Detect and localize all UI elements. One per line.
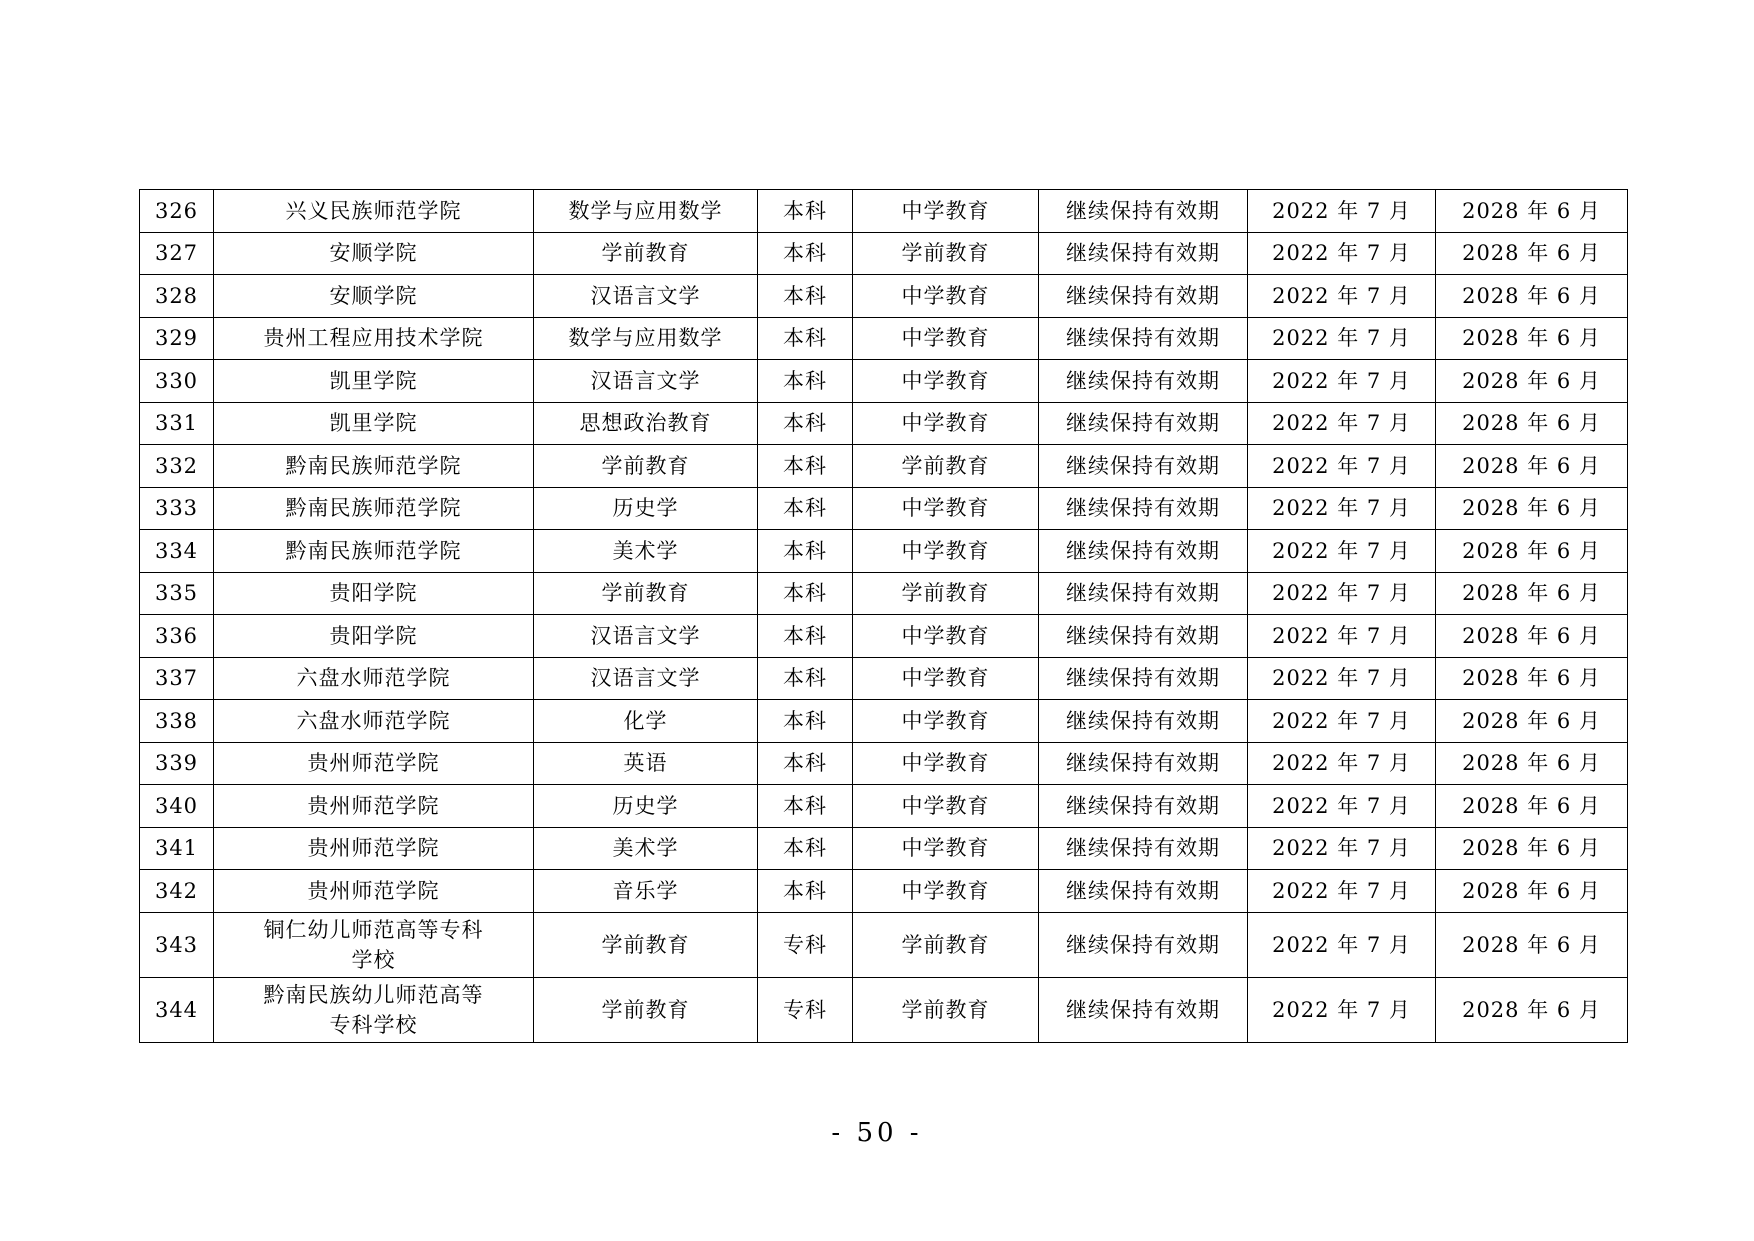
level-cell: 专科 [758, 977, 853, 1042]
table-row [140, 615, 1628, 658]
major-cell: 数学与应用数学 [534, 317, 758, 360]
start-date-cell: 2022 年 7 月 [1248, 360, 1436, 403]
end-date-cell: 2028 年 6 月 [1436, 912, 1628, 977]
end-date-cell: 2028 年 6 月 [1436, 977, 1628, 1042]
level-cell: 本科 [758, 530, 853, 573]
end-date-cell: 2028 年 6 月 [1436, 232, 1628, 275]
major-cell: 学前教育 [534, 977, 758, 1042]
end-date-cell: 2028 年 6 月 [1436, 572, 1628, 615]
category-cell: 中学教育 [853, 785, 1039, 828]
table-body [140, 190, 1628, 1043]
row-number-cell: 342 [140, 870, 214, 913]
category-cell: 中学教育 [853, 360, 1039, 403]
school-cell: 贵州师范学院 [214, 827, 534, 870]
major-cell: 思想政治教育 [534, 402, 758, 445]
category-cell: 中学教育 [853, 615, 1039, 658]
row-number-cell: 335 [140, 572, 214, 615]
table-row [140, 402, 1628, 445]
school-cell [214, 912, 534, 977]
level-cell: 本科 [758, 870, 853, 913]
table-row [140, 870, 1628, 913]
page-number: - 50 - [831, 1118, 923, 1148]
school-cell: 黔南民族师范学院 [214, 487, 534, 530]
status-cell: 继续保持有效期 [1039, 572, 1248, 615]
end-date-cell: 2028 年 6 月 [1436, 657, 1628, 700]
status-cell: 继续保持有效期 [1039, 742, 1248, 785]
category-cell: 中学教育 [853, 402, 1039, 445]
major-cell: 学前教育 [534, 445, 758, 488]
level-cell: 本科 [758, 827, 853, 870]
start-date-cell: 2022 年 7 月 [1248, 530, 1436, 573]
row-number-cell: 329 [140, 317, 214, 360]
row-number-cell: 327 [140, 232, 214, 275]
table-row [140, 360, 1628, 403]
level-cell: 本科 [758, 572, 853, 615]
table-row [140, 572, 1628, 615]
end-date-cell: 2028 年 6 月 [1436, 445, 1628, 488]
table-row [140, 785, 1628, 828]
level-cell: 本科 [758, 615, 853, 658]
school-cell: 兴义民族师范学院 [214, 190, 534, 233]
table-row [140, 657, 1628, 700]
status-cell: 继续保持有效期 [1039, 530, 1248, 573]
status-cell: 继续保持有效期 [1039, 317, 1248, 360]
school-cell: 六盘水师范学院 [214, 657, 534, 700]
major-cell: 汉语言文学 [534, 657, 758, 700]
category-cell: 学前教育 [853, 445, 1039, 488]
status-cell: 继续保持有效期 [1039, 445, 1248, 488]
table-row [140, 487, 1628, 530]
start-date-cell: 2022 年 7 月 [1248, 445, 1436, 488]
level-cell: 本科 [758, 657, 853, 700]
major-cell: 英语 [534, 742, 758, 785]
major-cell: 汉语言文学 [534, 615, 758, 658]
school-cell: 凯里学院 [214, 360, 534, 403]
end-date-cell: 2028 年 6 月 [1436, 487, 1628, 530]
school-cell: 贵州工程应用技术学院 [214, 317, 534, 360]
category-cell: 学前教育 [853, 572, 1039, 615]
table-row [140, 912, 1628, 977]
level-cell: 本科 [758, 785, 853, 828]
school-name-line: 黔南民族幼儿师范高等 [263, 982, 484, 1007]
level-cell: 本科 [758, 232, 853, 275]
category-cell: 学前教育 [853, 977, 1039, 1042]
category-cell: 中学教育 [853, 190, 1039, 233]
level-cell: 本科 [758, 402, 853, 445]
status-cell: 继续保持有效期 [1039, 487, 1248, 530]
end-date-cell: 2028 年 6 月 [1436, 742, 1628, 785]
row-number-cell: 344 [140, 977, 214, 1042]
school-cell: 贵州师范学院 [214, 870, 534, 913]
school-name-line: 铜仁幼儿师范高等专科 [263, 917, 484, 942]
category-cell: 学前教育 [853, 232, 1039, 275]
table-row [140, 317, 1628, 360]
row-number-cell: 332 [140, 445, 214, 488]
school-cell: 安顺学院 [214, 275, 534, 318]
status-cell: 继续保持有效期 [1039, 360, 1248, 403]
school-name-line: 学校 [351, 947, 396, 972]
major-cell: 美术学 [534, 827, 758, 870]
end-date-cell: 2028 年 6 月 [1436, 402, 1628, 445]
category-cell: 中学教育 [853, 487, 1039, 530]
major-cell: 音乐学 [534, 870, 758, 913]
end-date-cell: 2028 年 6 月 [1436, 190, 1628, 233]
row-number-cell: 333 [140, 487, 214, 530]
level-cell: 专科 [758, 912, 853, 977]
status-cell: 继续保持有效期 [1039, 700, 1248, 743]
status-cell: 继续保持有效期 [1039, 827, 1248, 870]
status-cell: 继续保持有效期 [1039, 275, 1248, 318]
row-number-cell: 339 [140, 742, 214, 785]
level-cell: 本科 [758, 742, 853, 785]
table-row [140, 190, 1628, 233]
category-cell: 中学教育 [853, 317, 1039, 360]
level-cell: 本科 [758, 360, 853, 403]
school-cell: 安顺学院 [214, 232, 534, 275]
start-date-cell: 2022 年 7 月 [1248, 912, 1436, 977]
start-date-cell: 2022 年 7 月 [1248, 615, 1436, 658]
category-cell: 学前教育 [853, 912, 1039, 977]
end-date-cell: 2028 年 6 月 [1436, 275, 1628, 318]
start-date-cell: 2022 年 7 月 [1248, 785, 1436, 828]
status-cell: 继续保持有效期 [1039, 615, 1248, 658]
major-cell: 美术学 [534, 530, 758, 573]
table-row [140, 742, 1628, 785]
category-cell: 中学教育 [853, 827, 1039, 870]
row-number-cell: 334 [140, 530, 214, 573]
start-date-cell: 2022 年 7 月 [1248, 977, 1436, 1042]
school-cell: 贵州师范学院 [214, 742, 534, 785]
major-cell: 学前教育 [534, 232, 758, 275]
major-cell: 汉语言文学 [534, 275, 758, 318]
table-row [140, 445, 1628, 488]
major-cell: 化学 [534, 700, 758, 743]
start-date-cell: 2022 年 7 月 [1248, 700, 1436, 743]
major-cell: 学前教育 [534, 912, 758, 977]
school-cell: 六盘水师范学院 [214, 700, 534, 743]
certification-table [139, 189, 1628, 1043]
school-cell: 凯里学院 [214, 402, 534, 445]
end-date-cell: 2028 年 6 月 [1436, 700, 1628, 743]
status-cell: 继续保持有效期 [1039, 232, 1248, 275]
category-cell: 中学教育 [853, 742, 1039, 785]
major-cell: 汉语言文学 [534, 360, 758, 403]
end-date-cell: 2028 年 6 月 [1436, 615, 1628, 658]
start-date-cell: 2022 年 7 月 [1248, 870, 1436, 913]
level-cell: 本科 [758, 445, 853, 488]
row-number-cell: 326 [140, 190, 214, 233]
start-date-cell: 2022 年 7 月 [1248, 742, 1436, 785]
status-cell: 继续保持有效期 [1039, 977, 1248, 1042]
table-row [140, 275, 1628, 318]
category-cell: 中学教育 [853, 657, 1039, 700]
start-date-cell: 2022 年 7 月 [1248, 487, 1436, 530]
school-cell: 贵阳学院 [214, 572, 534, 615]
major-cell: 数学与应用数学 [534, 190, 758, 233]
start-date-cell: 2022 年 7 月 [1248, 317, 1436, 360]
table-row [140, 232, 1628, 275]
level-cell: 本科 [758, 487, 853, 530]
end-date-cell: 2028 年 6 月 [1436, 360, 1628, 403]
school-cell [214, 977, 534, 1042]
end-date-cell: 2028 年 6 月 [1436, 827, 1628, 870]
start-date-cell: 2022 年 7 月 [1248, 657, 1436, 700]
category-cell: 中学教育 [853, 530, 1039, 573]
end-date-cell: 2028 年 6 月 [1436, 530, 1628, 573]
end-date-cell: 2028 年 6 月 [1436, 870, 1628, 913]
table-row [140, 977, 1628, 1042]
row-number-cell: 343 [140, 912, 214, 977]
start-date-cell: 2022 年 7 月 [1248, 232, 1436, 275]
school-name-line: 专科学校 [329, 1012, 418, 1037]
school-cell: 黔南民族师范学院 [214, 530, 534, 573]
row-number-cell: 337 [140, 657, 214, 700]
start-date-cell: 2022 年 7 月 [1248, 275, 1436, 318]
start-date-cell: 2022 年 7 月 [1248, 572, 1436, 615]
category-cell: 中学教育 [853, 700, 1039, 743]
end-date-cell: 2028 年 6 月 [1436, 785, 1628, 828]
table-row [140, 530, 1628, 573]
row-number-cell: 338 [140, 700, 214, 743]
table-row [140, 700, 1628, 743]
level-cell: 本科 [758, 275, 853, 318]
row-number-cell: 331 [140, 402, 214, 445]
school-cell: 贵州师范学院 [214, 785, 534, 828]
school-cell: 黔南民族师范学院 [214, 445, 534, 488]
row-number-cell: 328 [140, 275, 214, 318]
table-row [140, 827, 1628, 870]
status-cell: 继续保持有效期 [1039, 785, 1248, 828]
category-cell: 中学教育 [853, 870, 1039, 913]
status-cell: 继续保持有效期 [1039, 402, 1248, 445]
category-cell: 中学教育 [853, 275, 1039, 318]
start-date-cell: 2022 年 7 月 [1248, 827, 1436, 870]
major-cell: 历史学 [534, 487, 758, 530]
status-cell: 继续保持有效期 [1039, 190, 1248, 233]
status-cell: 继续保持有效期 [1039, 912, 1248, 977]
row-number-cell: 340 [140, 785, 214, 828]
major-cell: 学前教育 [534, 572, 758, 615]
school-cell: 贵阳学院 [214, 615, 534, 658]
row-number-cell: 341 [140, 827, 214, 870]
start-date-cell: 2022 年 7 月 [1248, 402, 1436, 445]
row-number-cell: 336 [140, 615, 214, 658]
start-date-cell: 2022 年 7 月 [1248, 190, 1436, 233]
row-number-cell: 330 [140, 360, 214, 403]
end-date-cell: 2028 年 6 月 [1436, 317, 1628, 360]
status-cell: 继续保持有效期 [1039, 657, 1248, 700]
status-cell: 继续保持有效期 [1039, 870, 1248, 913]
major-cell: 历史学 [534, 785, 758, 828]
level-cell: 本科 [758, 317, 853, 360]
level-cell: 本科 [758, 190, 853, 233]
level-cell: 本科 [758, 700, 853, 743]
